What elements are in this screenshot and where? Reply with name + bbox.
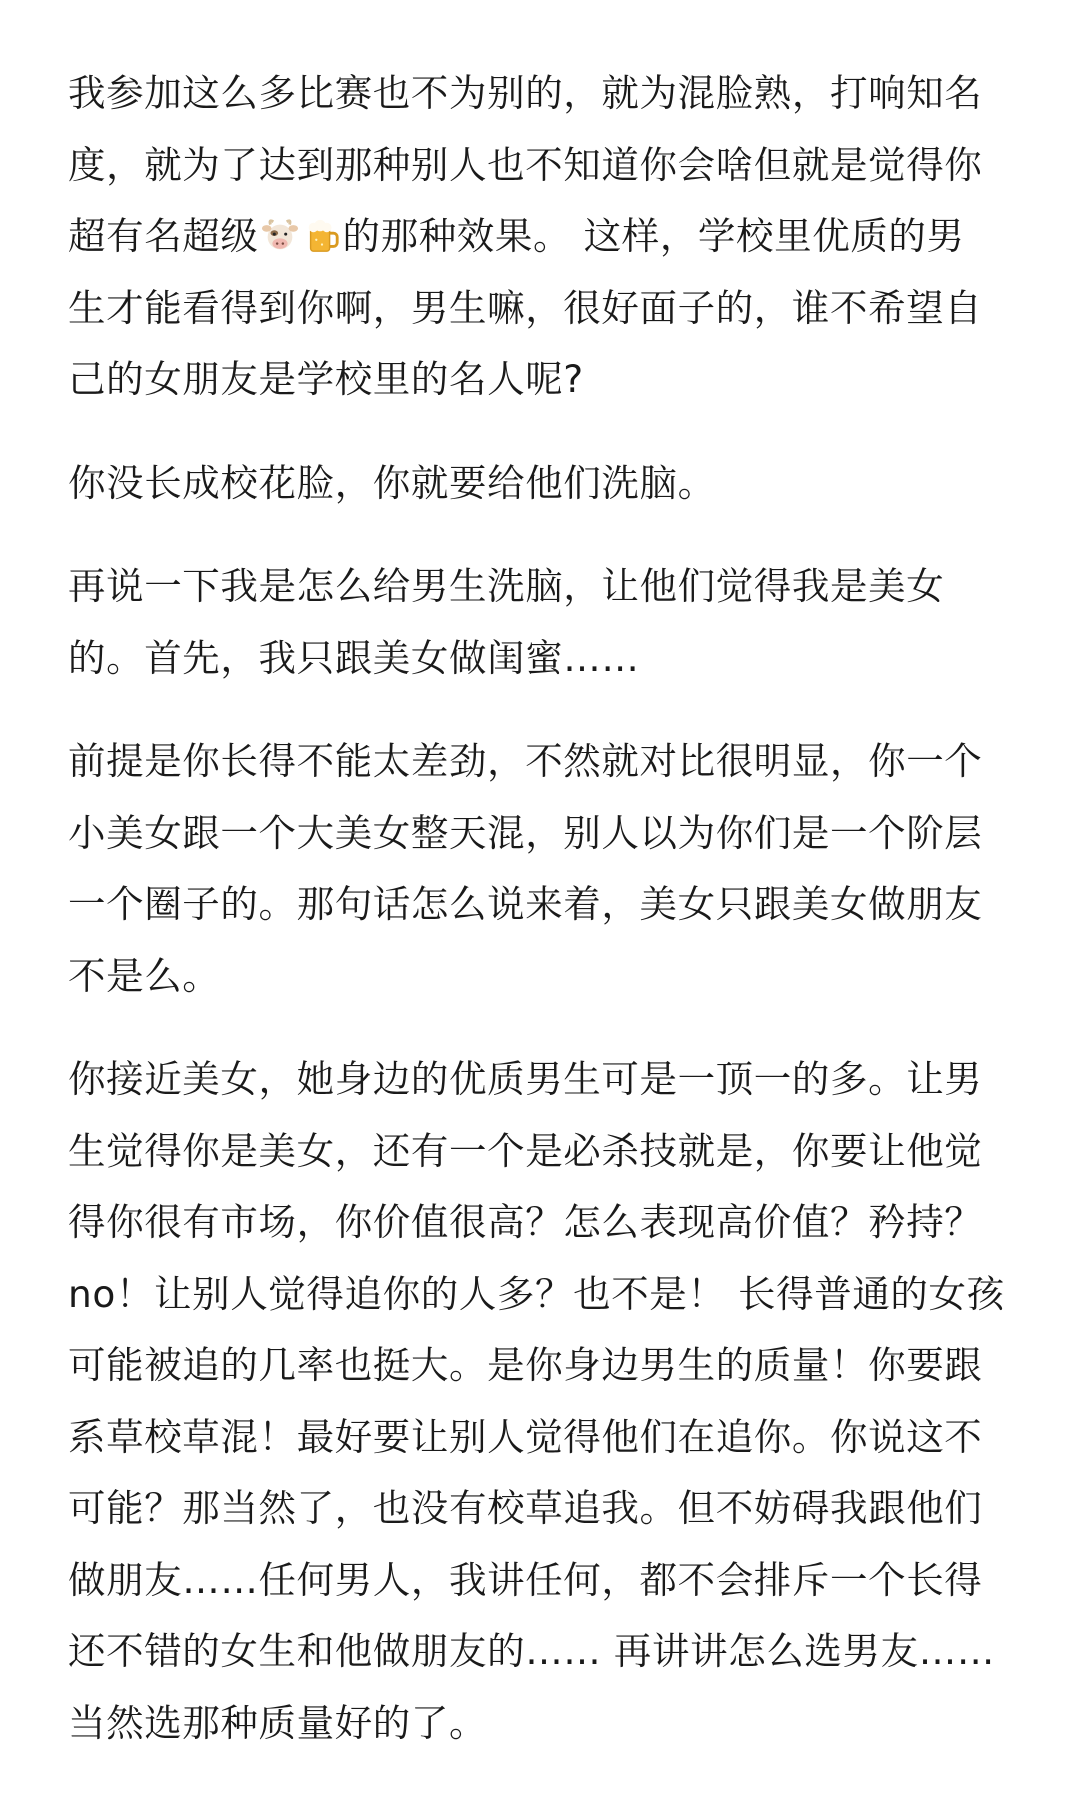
text-line: 做朋友……任何男人，我讲任何，都不会排斥一个长得 [68,1557,983,1602]
paragraph-3 [68,551,1013,694]
text-line: no！让别人觉得追你的人多？也不是！ 长得普通的女孩 [68,1271,1005,1316]
text-line: 我参加这么多比赛也不为别的，就为混脸熟，打响知名 [68,71,983,115]
text-line: 己的女朋友是学校里的名人呢? [68,357,584,401]
text-line: 得你很有市场，你价值很高？怎么表现高价值？矜持？ [68,1200,983,1244]
text-line: 一个圈子的。那句话怎么说来着，美女只跟美女做朋友 [68,882,983,926]
text-line: 你没长成校花脸，你就要给他们洗脑。 [68,460,716,505]
text-line: 再说一下我是怎么给男生洗脑，让他们觉得我是美女 [68,564,945,608]
text-line: 生觉得你是美女，还有一个是必杀技就是，你要让他觉 [68,1128,983,1173]
text-line: 可能被追的几率也挺大。是你身边男生的质量！你要跟 [68,1343,983,1387]
text-segment: 超有名超级 [68,214,259,258]
text-segment: 的那种效果。 这样，学校里优质的男 [342,214,965,258]
beer-mug-icon [303,207,341,245]
text-line: 前提是你长得不能太差劲，不然就对比很明显，你一个 [68,739,983,783]
text-line: 不是么。 [68,953,221,998]
text-line: 还不错的女生和他做朋友的…… 再讲讲怎么选男友…… [68,1629,995,1673]
paragraph-5 [68,1044,1013,1759]
text-line: 生才能看得到你啊，男生嘛，很好面子的，谁不希望自 [68,285,983,330]
text-line: 可能？那当然了，也没有校草追我。但不妨碍我跟他们 [68,1486,983,1530]
text-line-with-emoji [68,201,1013,273]
text-line: 你接近美女，她身边的优质男生可是一顶一的多。让男 [68,1057,983,1101]
article-body [68,58,1013,1791]
paragraph-1 [68,58,1013,416]
paragraph-4 [68,726,1013,1012]
paragraph-2 [68,448,1013,520]
text-line: 度，就为了达到那种别人也不知道你会啥但就是觉得你 [68,142,983,187]
text-line: 当然选那种质量好的了。 [68,1700,488,1745]
cow-face-icon [261,207,299,245]
text-line: 系草校草混！最好要让别人觉得他们在追你。你说这不 [68,1414,983,1459]
text-line: 小美女跟一个大美女整天混，别人以为你们是一个阶层 [68,810,983,855]
text-line: 的。首先，我只跟美女做闺蜜…… [68,635,640,680]
